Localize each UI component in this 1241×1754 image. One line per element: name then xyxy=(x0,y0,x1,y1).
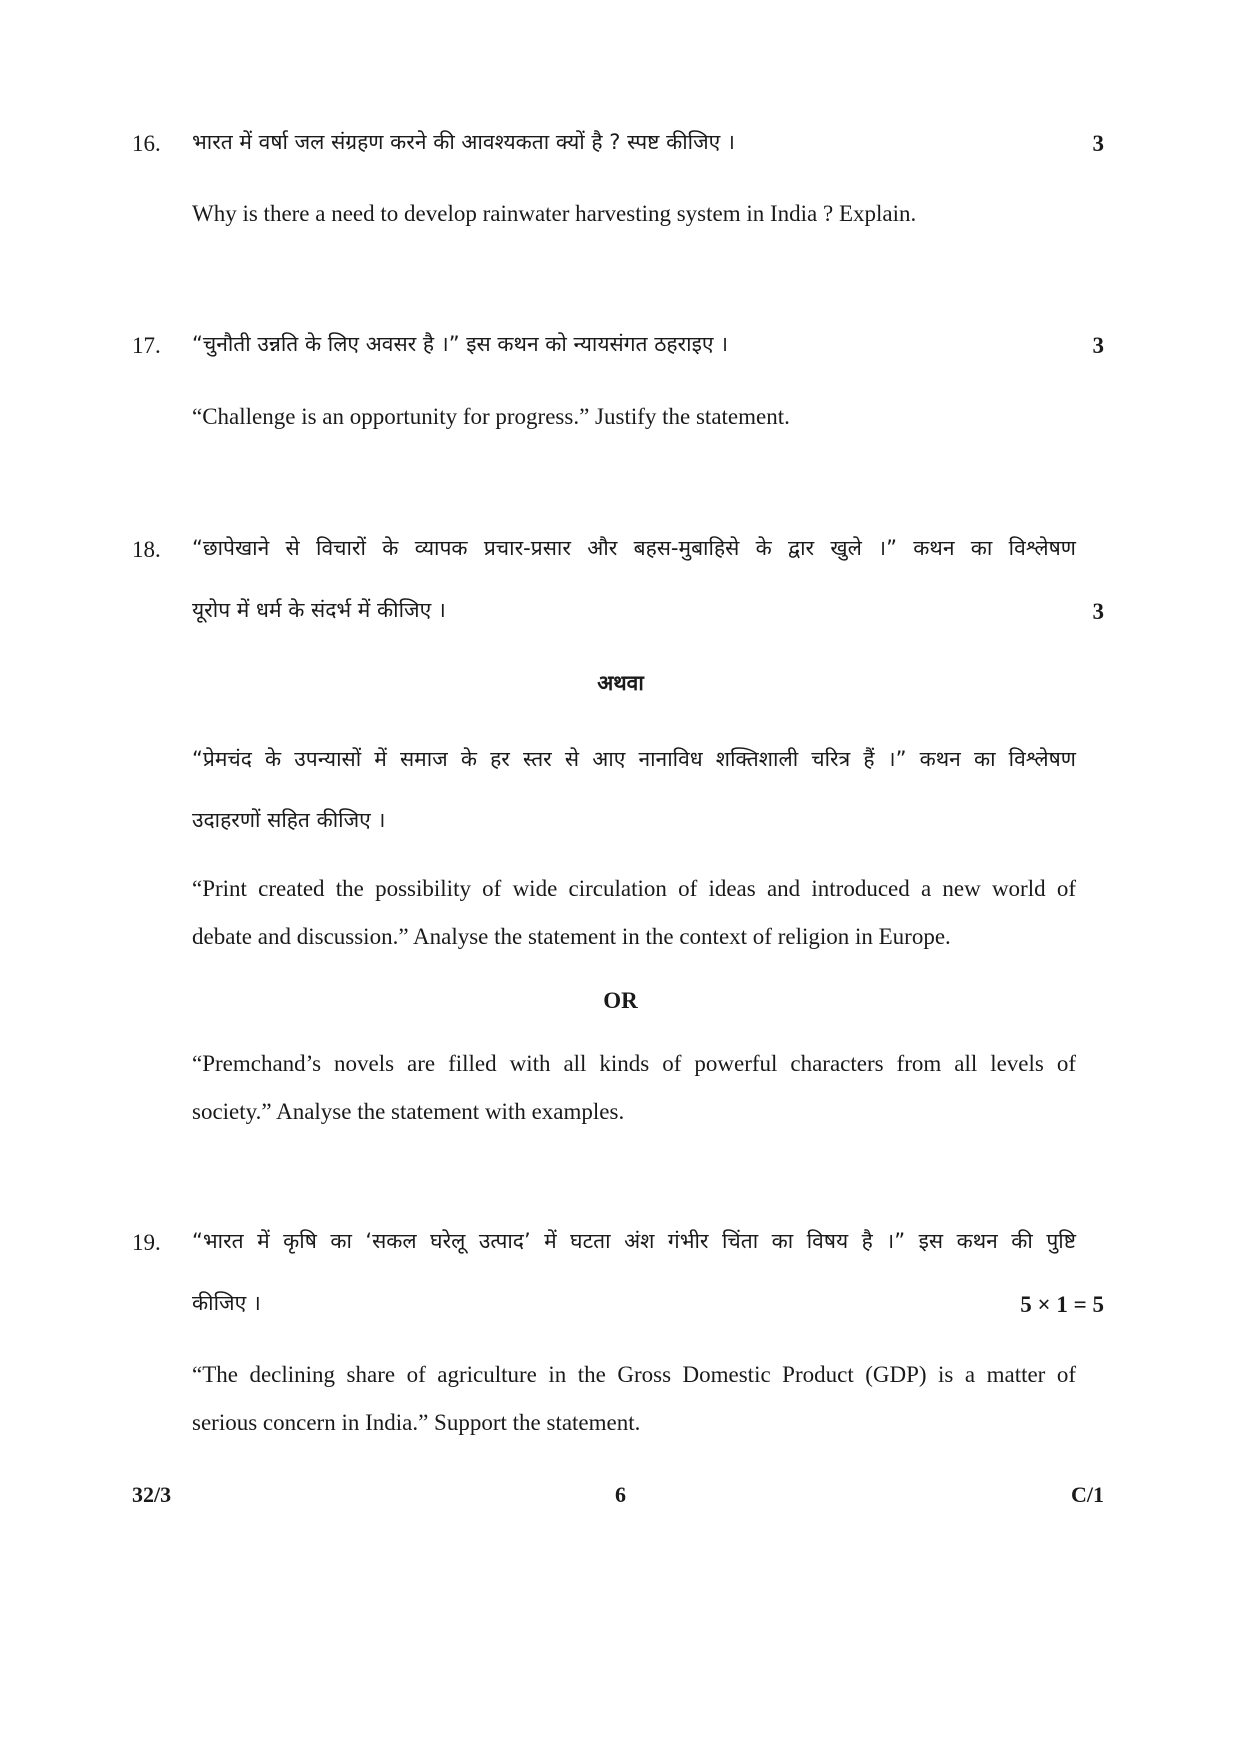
question-19-english-line-1: “The declining share of agriculture in the Gross Domestic Product (GDP) is a matter of xyxy=(192,1362,1076,1387)
or-separator-hindi: अथवा xyxy=(597,671,644,695)
question-17-english: “Challenge is an opportunity for progress.” Justify the statement. xyxy=(192,404,790,429)
question-19-hindi-line-2: कीजिए । xyxy=(192,1291,261,1315)
question-18-hindi-line-1: “छापेखाने से विचारों के व्यापक प्रचार-प्रसार और बहस-मुबाहिसे के द्वार खुले ।” कथन का विश्लेषण xyxy=(192,536,1076,560)
question-16-hindi: भारत में वर्षा जल संग्रहण करने की आवश्यकता क्यों है ? स्पष्ट कीजिए । xyxy=(192,130,735,154)
question-17-number: 17. xyxy=(132,333,161,358)
question-18-alt-english-line-2: society.” Analyse the statement with examples. xyxy=(192,1099,625,1124)
question-18-hindi-line-2: यूरोप में धर्म के संदर्भ में कीजिए । xyxy=(192,598,446,622)
question-19-marks: 5 × 1 = 5 xyxy=(1020,1292,1104,1317)
question-17-hindi: “चुनौती उन्नति के लिए अवसर है ।” इस कथन को न्यायसंगत ठहराइए । xyxy=(192,332,729,356)
question-19-number: 19. xyxy=(132,1230,161,1255)
question-17-marks: 3 xyxy=(1092,333,1104,358)
question-18-english-line-2: debate and discussion.” Analyse the statement in the context of religion in Europe. xyxy=(192,924,951,949)
question-19-english-line-2: serious concern in India.” Support the statement. xyxy=(192,1410,641,1435)
question-19-hindi-line-1: “भारत में कृषि का ‘सकल घरेलू उत्पाद’ में घटता अंश गंभीर चिंता का विषय है ।” इस कथन की पुष्टि xyxy=(192,1229,1076,1253)
footer-set-code: C/1 xyxy=(1071,1482,1104,1507)
question-16-english: Why is there a need to develop rainwater harvesting system in India ? Explain. xyxy=(192,201,917,226)
question-18-english-line-1: “Print created the possibility of wide circulation of ideas and introduced a new world of xyxy=(192,876,1076,901)
question-18-number: 18. xyxy=(132,537,161,562)
question-18-alt-english-line-1: “Premchand’s novels are filled with all kinds of powerful characters from all levels of xyxy=(192,1051,1076,1076)
question-18-alt-hindi-line-1: “प्रेमचंद के उपन्यासों में समाज के हर स्तर से आए नानाविध शक्तिशाली चरित्र हैं ।” कथन का विश्लेषण xyxy=(192,747,1076,771)
question-16-marks: 3 xyxy=(1092,131,1104,156)
question-18-marks: 3 xyxy=(1092,599,1104,624)
footer-paper-code: 32/3 xyxy=(132,1482,172,1507)
or-separator-english: OR xyxy=(603,988,638,1013)
question-18-alt-hindi-line-2: उदाहरणों सहित कीजिए । xyxy=(192,808,386,832)
footer-page-number: 6 xyxy=(615,1482,626,1507)
question-16-number: 16. xyxy=(132,131,161,156)
